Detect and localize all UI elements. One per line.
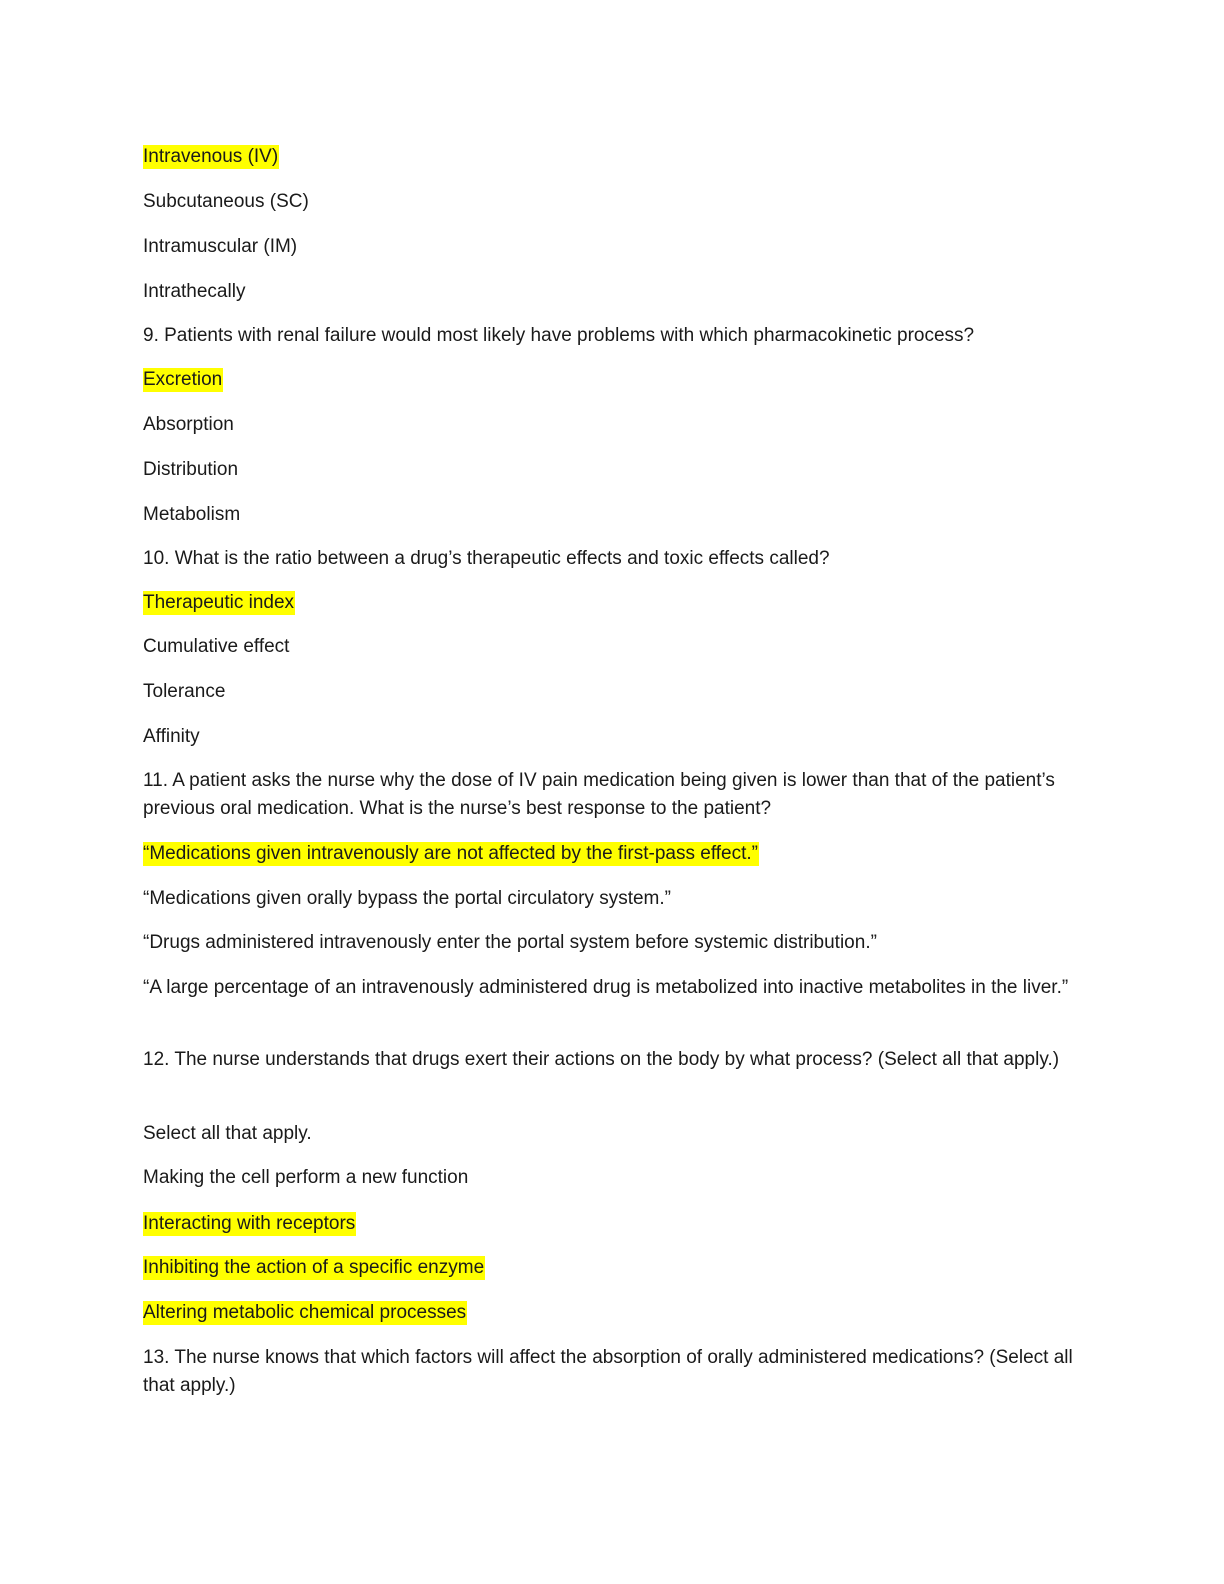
option-intrathecally: Intrathecally	[143, 281, 246, 302]
document-page	[143, 0, 1083, 1584]
correct-answer-highlight: Therapeutic index	[143, 592, 295, 613]
q11-option: “A large percentage of an intravenously administered drug is metabolized into inactive metabolites in the liver.”	[143, 977, 1069, 998]
correct-answer-highlight: Interacting with receptors	[143, 1213, 356, 1234]
q9-option: Metabolism	[143, 504, 241, 525]
q10-option: Tolerance	[143, 681, 226, 702]
question-13: 13. The nurse knows that which factors will affect the absorption of orally administered medications? (Select all that apply.)	[143, 1347, 1073, 1396]
q11-answer	[143, 840, 759, 868]
question-10: 10. What is the ratio between a drug’s therapeutic effects and toxic effects called?	[143, 548, 830, 569]
question-9: 9. Patients with renal failure would most likely have problems with which pharmacokinetic process?	[143, 325, 975, 346]
q12-answer	[143, 1299, 467, 1327]
q10-option: Cumulative effect	[143, 636, 290, 657]
q9-option: Absorption	[143, 414, 234, 435]
option-intravenous	[143, 143, 279, 171]
correct-answer-highlight: Excretion	[143, 369, 223, 390]
q12-answer	[143, 1210, 356, 1238]
q10-answer	[143, 589, 295, 617]
question-12: 12. The nurse understands that drugs exert their actions on the body by what process? (Select all that apply.)	[143, 1049, 1060, 1070]
q10-option: Affinity	[143, 726, 200, 747]
option-subcutaneous: Subcutaneous (SC)	[143, 191, 309, 212]
correct-answer-highlight: “Medications given intravenously are not affected by the first-pass effect.”	[143, 843, 759, 864]
correct-answer-highlight: Intravenous (IV)	[143, 146, 279, 167]
q12-instruction: Select all that apply.	[143, 1123, 312, 1144]
q9-answer	[143, 366, 223, 394]
correct-answer-highlight: Inhibiting the action of a specific enzyme	[143, 1257, 485, 1278]
q9-option: Distribution	[143, 459, 239, 480]
correct-answer-highlight: Altering metabolic chemical processes	[143, 1302, 467, 1323]
q12-option: Making the cell perform a new function	[143, 1167, 469, 1188]
question-11: 11. A patient asks the nurse why the dose of IV pain medication being given is lower than that of the patient’s previous oral medication. What is the nurse’s best response to the patient?	[143, 770, 1055, 819]
q11-option: “Drugs administered intravenously enter the portal system before systemic distribution.”	[143, 932, 877, 953]
option-intramuscular: Intramuscular (IM)	[143, 236, 298, 257]
q11-option: “Medications given orally bypass the portal circulatory system.”	[143, 888, 671, 909]
q12-answer	[143, 1254, 485, 1282]
